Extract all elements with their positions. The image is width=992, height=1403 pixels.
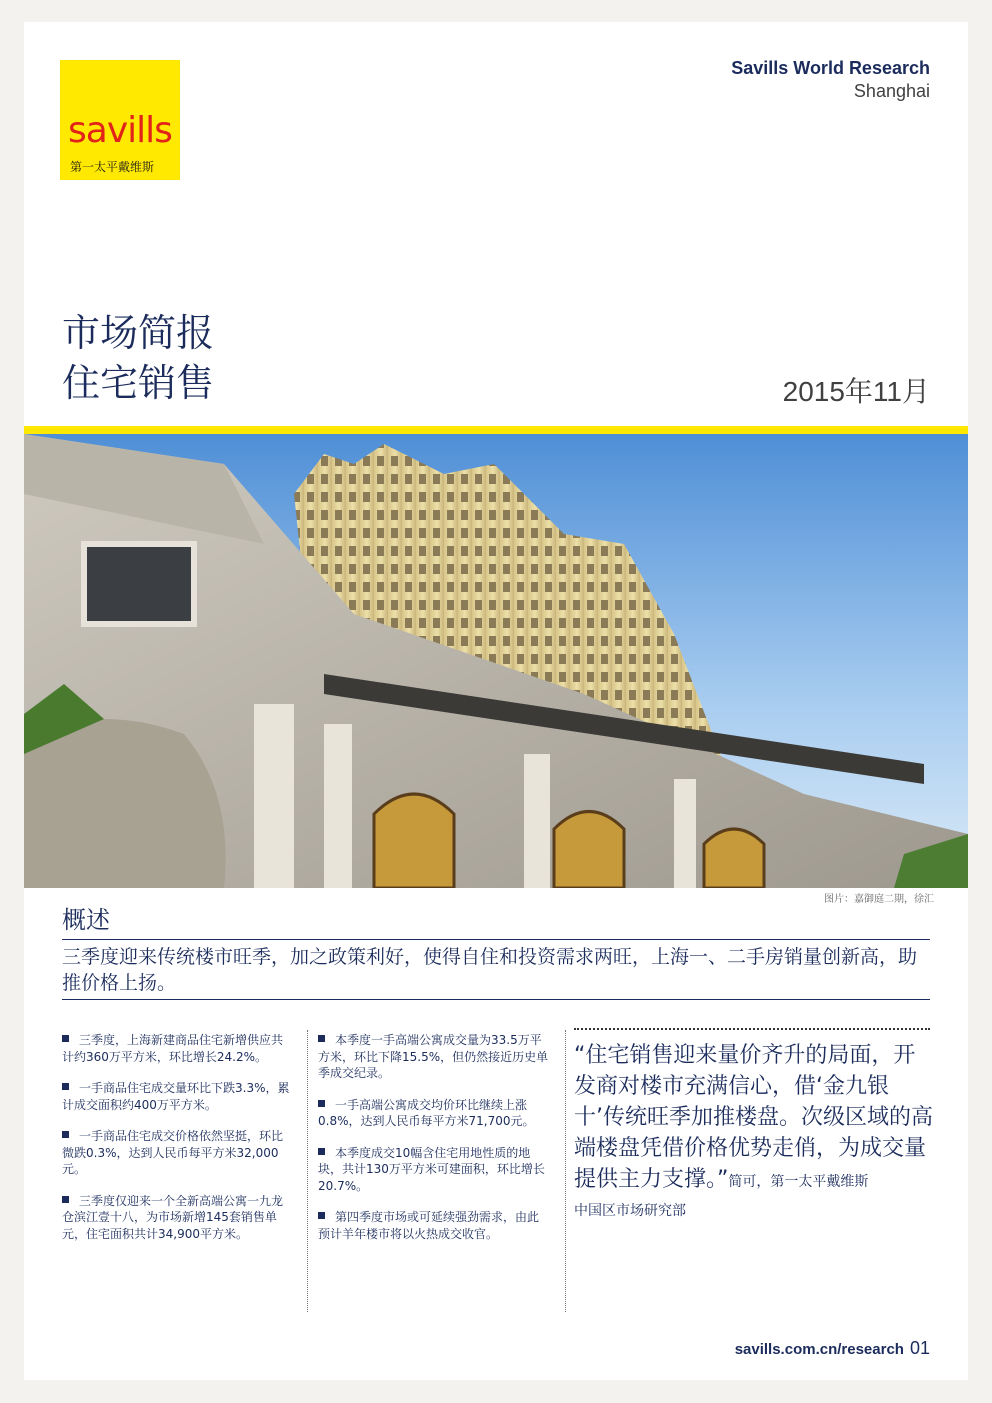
title-line-1: 市场简报 [62, 311, 215, 355]
research-link[interactable]: savills.com.cn/research [734, 1341, 904, 1358]
logo-wordmark: savills [68, 110, 172, 151]
pull-quote [574, 1040, 936, 1222]
summary-bottom-rule [62, 999, 930, 1000]
overview-summary: 三季度迎来传统楼市旺季，加之政策利好，使得自住和投资需求两旺，上海一、二手房销量创新高，助推价格上扬。 [62, 946, 918, 994]
bullet-item: 本季度成交10幅含住宅用地性质的地块，共计130万平方米可建面积，环比增长20.7%。 [318, 1145, 545, 1193]
bullet-square-icon [62, 1196, 69, 1203]
page-number: 01 [909, 1338, 930, 1358]
logo-chinese-name: 第一太平戴维斯 [70, 160, 155, 174]
bullet-square-icon [62, 1131, 69, 1138]
bullets-column-1 [62, 1032, 294, 1257]
savills-logo [60, 60, 180, 180]
column-divider [565, 1030, 567, 1312]
quote-attribution: 简可，第一太平戴维斯 [728, 1174, 869, 1190]
quote-top-dotted-rule [574, 1028, 930, 1030]
title-line-2: 住宅销售 [62, 361, 215, 405]
bullet-square-icon [318, 1100, 325, 1107]
brand-title: Savills World Research [731, 58, 930, 78]
bullet-square-icon [318, 1212, 325, 1219]
bullets-column-2 [318, 1032, 550, 1257]
report-date: 2015年11月 [782, 376, 930, 407]
cover-photo [24, 434, 968, 888]
bullet-square-icon [318, 1148, 325, 1155]
bullet-item: 第四季度市场或可延续强劲需求，由此预计羊年楼市将以火热成交收官。 [318, 1210, 540, 1241]
bullet-item: 一手商品住宅成交价格依然坚挺，环比微跌0.3%，达到人民币每平方米32,000元。 [62, 1129, 284, 1176]
bullet-item: 三季度，上海新建商品住宅新增供应共计约360万平方米，环比增长24.2%。 [62, 1033, 284, 1064]
overview-heading: 概述 [62, 906, 110, 934]
photo-credit: 图片：嘉御庭二期，徐汇 [824, 894, 934, 905]
bullet-item: 一手高端公寓成交均价环比继续上涨0.8%，达到人民币每平方米71,700元。 [318, 1097, 535, 1128]
summary-top-rule [62, 939, 930, 940]
yellow-divider [24, 426, 968, 434]
page-footer [735, 1338, 930, 1359]
column-divider [307, 1030, 309, 1312]
report-title [62, 308, 214, 408]
quote-text: “住宅销售迎来量价齐升的局面，开发商对楼市充满信心，借‘金九银十’传统旺季加推楼盘。次级区域的高端楼盘凭借价格优势走俏，为成交量提供主力支撑。” [574, 1043, 933, 1192]
bullet-square-icon [318, 1035, 325, 1042]
bullet-square-icon [62, 1035, 69, 1042]
bullet-item: 本季度一手高端公寓成交量为33.5万平方米，环比下降15.5%，但仍然接近历史单季成交纪录。 [318, 1033, 549, 1080]
report-page [24, 22, 968, 1380]
brand-location: Shanghai [853, 81, 930, 101]
bullet-item: 三季度仅迎来一个全新高端公寓一九龙仓滨江壹十八，为市场新增145套销售单元，住宅面积共计34,900平方米。 [62, 1193, 284, 1241]
bullet-square-icon [62, 1083, 69, 1090]
brand-header [731, 58, 930, 102]
quote-department: 中国区市场研究部 [574, 1203, 686, 1219]
bullet-item: 一手商品住宅成交量环比下跌3.3%，累计成交面积约400万平方米。 [62, 1081, 290, 1112]
